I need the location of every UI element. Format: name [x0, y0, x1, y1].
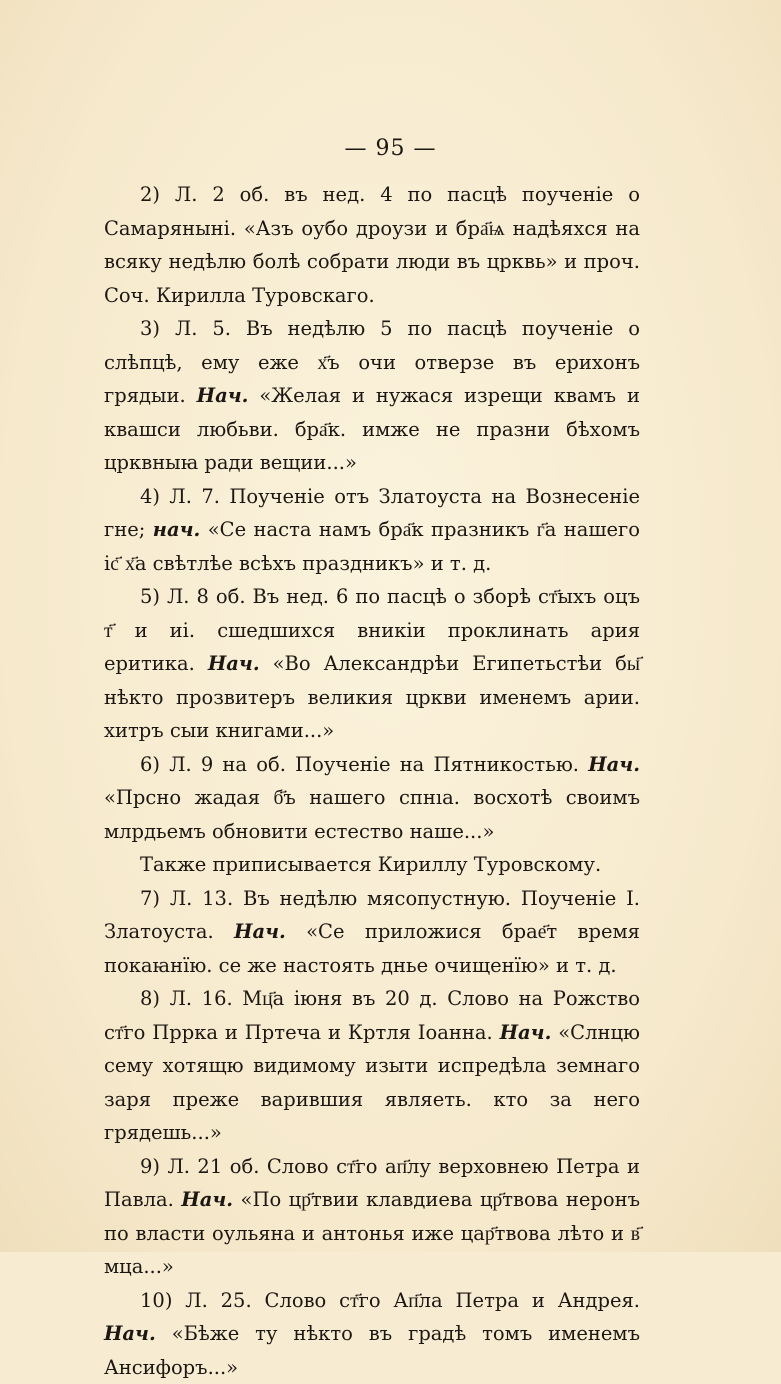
paragraph-text: «По цр҃твии клавдиева цр҃твова неронъ по власти оульяна и антонья иже цар҃твова лѣто и в҃ мца...» — [104, 1188, 640, 1278]
paragraph-4 — [104, 480, 640, 581]
paragraph-text: 10) Л. 25. Слово ст҃го Ап҃ла Петра и Андрея. — [140, 1289, 640, 1312]
paragraph-text: 3) Л. 5. Въ недѣлю 5 по пасцѣ поученіе о слѣпцѣ, ему еже х҃ъ очи отверзе въ ерихонъ грядыи. — [104, 317, 640, 407]
page-body — [104, 178, 640, 1384]
paragraph-text: 8) Л. 16. Мц҃а іюня въ 20 д. Слово на Рожство ст҃го Пррка и Пртеча и Кртля Іоанна. — [104, 987, 640, 1044]
incipit-label: Нач. — [104, 1322, 156, 1345]
incipit-label: Нач. — [208, 652, 260, 675]
paragraph-text: Также приписывается Кириллу Туровскому. — [140, 853, 601, 876]
incipit-label: нач. — [153, 518, 201, 541]
page-number: — 95 — — [0, 136, 781, 161]
paragraph-text: «Бѣже ту нѣкто въ градѣ томъ именемъ Ансифоръ...» — [104, 1322, 640, 1379]
paragraph-text: 4) Л. 7. Поученіе отъ Златоуста на Вознесеніе гне; — [104, 485, 640, 542]
paragraph-text: «Слнцю сему хотящю видимому изыти испредѣла земнаго заря преже варившия являеть. кто за него грядешь...» — [104, 1021, 640, 1145]
paragraph-10 — [104, 1284, 640, 1384]
paragraph-text: 6) Л. 9 на об. Поученіе на Пятникостью. — [140, 753, 588, 776]
paragraph-note — [104, 848, 640, 882]
paragraph-text: «Се приложися брае҃т время покаꙗнїю. се же настоять днье очищенїю» и т. д. — [104, 920, 640, 977]
paragraph-5 — [104, 580, 640, 748]
paragraph-8 — [104, 982, 640, 1150]
incipit-label: Нач. — [500, 1021, 552, 1044]
paragraph-text: 2) Л. 2 об. въ нед. 4 по пасцѣ поученіе о Самарянынi. «Азъ оубо дроузи и бра҃ѩ надѣяхся на всяку недѣлю болѣ собрати люди въ црквь» и проч. Соч. Кирилла Туровскаго. — [104, 183, 640, 307]
paragraph-text: 9) Л. 21 об. Слово ст҃го ап҃лу верховнею Петра и Павла. — [104, 1155, 640, 1212]
paragraph-text: 5) Л. 8 об. Въ нед. 6 по пасцѣ о зборѣ ст҃ыхъ оцъ т҃ и иі. сшедшихся вникіи проклинать ария еритика. — [104, 585, 640, 675]
incipit-label: Нач. — [197, 384, 249, 407]
incipit-label: Нач. — [234, 920, 286, 943]
incipit-label: Нач. — [588, 753, 640, 776]
paragraph-9 — [104, 1150, 640, 1284]
paragraph-text: «Желая и нужася изрещи квамъ и квашси любьви. бра҃к. имже не празни бѣхомъ црквныꙗ ради вещии...» — [104, 384, 640, 474]
paragraph-7 — [104, 882, 640, 983]
paragraph-text: «Се наста намъ бра҃к празникъ г҃а нашего іс҃ х҃а свѣтлѣе всѣхъ праздникъ» и т. д. — [104, 518, 640, 575]
paragraph-2 — [104, 178, 640, 312]
paragraph-text: «Во Александрѣи Египетьстѣи бы҃ нѣкто прозвитеръ великия цркви именемъ арии. хитръ сыи книгами...» — [104, 652, 640, 742]
paragraph-6 — [104, 748, 640, 849]
paragraph-3 — [104, 312, 640, 480]
paragraph-text: 7) Л. 13. Въ недѣлю мясопустную. Поученіе I. Златоуста. — [104, 887, 640, 944]
incipit-label: Нач. — [181, 1188, 233, 1211]
paragraph-text: «Прсно жадая б҃ъ нашего спнıа. восхотѣ своимъ млрдьемъ обновити естество наше...» — [104, 786, 640, 843]
